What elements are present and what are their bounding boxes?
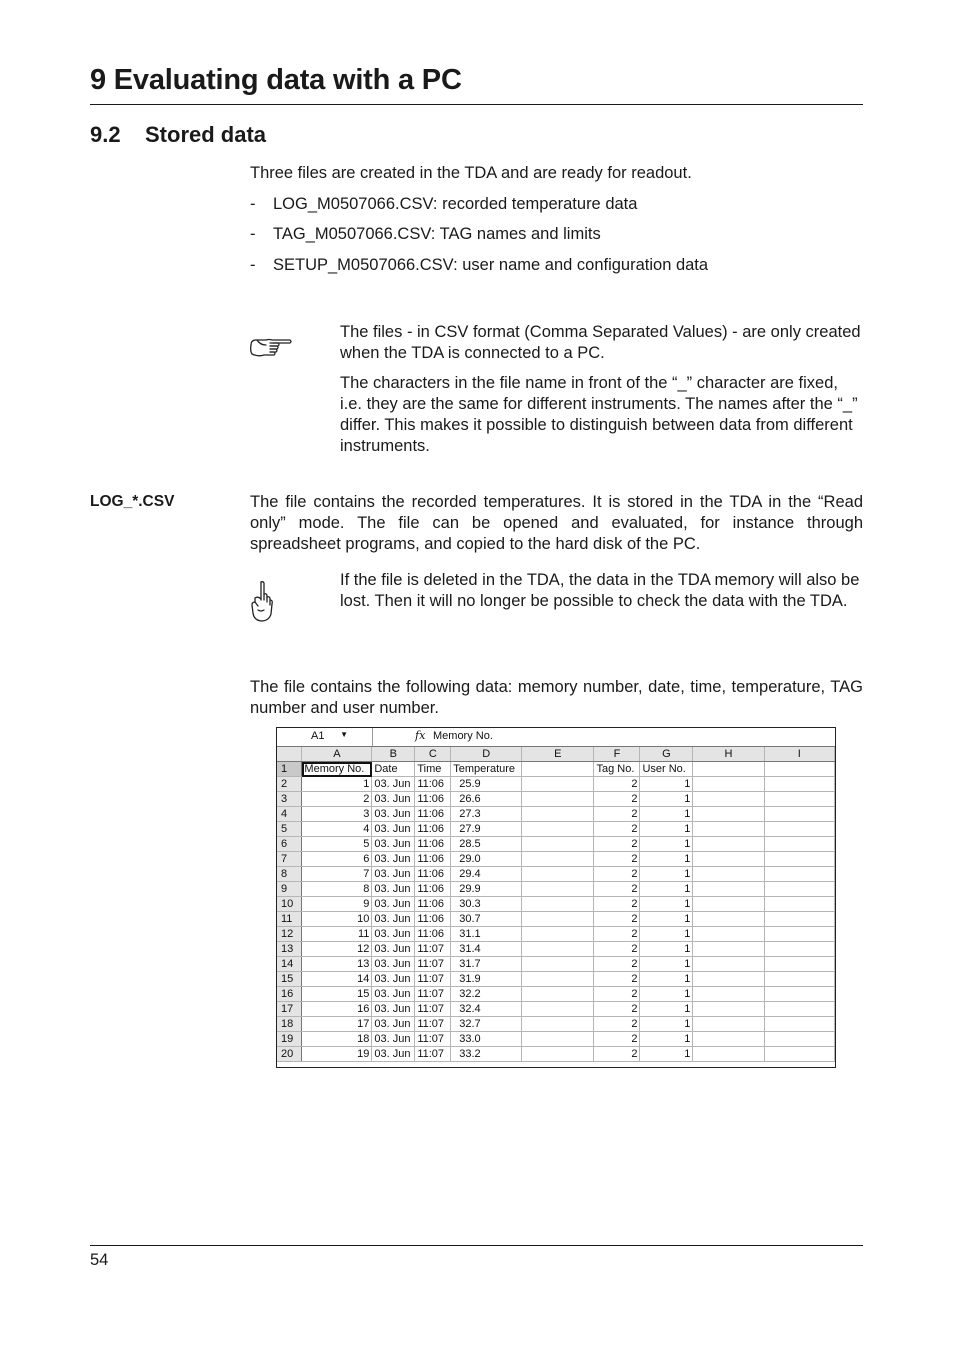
temperature-cell[interactable]: 32.4 [451,1002,522,1017]
empty-cell[interactable] [764,1017,834,1032]
date-cell[interactable]: 03. Jun [372,882,415,897]
empty-cell[interactable] [764,822,834,837]
tag-no-cell[interactable]: 2 [594,942,640,957]
empty-cell[interactable] [693,897,764,912]
formula-input[interactable]: Memory No. [433,730,493,742]
time-cell[interactable]: 11:06 [415,912,451,927]
log-side-label: LOG_*.CSV [90,493,175,510]
empty-cell[interactable] [522,912,594,927]
row-header[interactable]: 8 [277,867,302,882]
temperature-cell[interactable]: 26.6 [451,792,522,807]
empty-cell[interactable] [693,1002,764,1017]
empty-cell[interactable] [522,882,594,897]
table-row [277,942,835,957]
user-no-cell[interactable]: 1 [640,957,693,972]
memory-no-cell[interactable]: 5 [302,837,372,852]
temperature-cell[interactable]: 31.7 [451,957,522,972]
empty-cell[interactable] [764,1002,834,1017]
date-cell[interactable]: 03. Jun [372,1002,415,1017]
empty-cell[interactable] [522,927,594,942]
empty-cell[interactable] [522,897,594,912]
empty-cell[interactable] [693,792,764,807]
header-cell[interactable] [764,762,834,777]
column-header-i[interactable]: I [764,747,834,762]
memory-no-cell[interactable]: 4 [302,822,372,837]
row-header[interactable]: 5 [277,822,302,837]
table-row [277,822,835,837]
user-no-cell[interactable]: 1 [640,972,693,987]
table-row [277,1047,835,1062]
row-header[interactable]: 4 [277,807,302,822]
empty-cell[interactable] [522,972,594,987]
date-cell[interactable]: 03. Jun [372,972,415,987]
memory-no-cell[interactable]: 7 [302,867,372,882]
column-header-h[interactable]: H [693,747,764,762]
column-header-f[interactable]: F [594,747,640,762]
time-cell[interactable]: 11:07 [415,972,451,987]
table-row [277,777,835,792]
table-row [277,852,835,867]
user-no-cell[interactable]: 1 [640,1032,693,1047]
user-no-cell[interactable]: 1 [640,777,693,792]
temperature-cell[interactable]: 31.9 [451,972,522,987]
header-cell[interactable]: Tag No. [594,762,640,777]
empty-cell[interactable] [764,807,834,822]
header-rule [90,104,863,105]
temperature-cell[interactable]: 30.3 [451,897,522,912]
empty-cell[interactable] [522,957,594,972]
user-no-cell[interactable]: 1 [640,792,693,807]
empty-cell[interactable] [764,837,834,852]
header-cell[interactable] [522,762,594,777]
tag-no-cell[interactable]: 2 [594,987,640,1002]
user-no-cell[interactable]: 1 [640,942,693,957]
temperature-cell[interactable]: 27.3 [451,807,522,822]
empty-cell[interactable] [693,987,764,1002]
temperature-cell[interactable]: 31.1 [451,927,522,942]
empty-cell[interactable] [764,927,834,942]
time-cell[interactable]: 11:07 [415,1017,451,1032]
tag-no-cell[interactable]: 2 [594,1032,640,1047]
date-cell[interactable]: 03. Jun [372,957,415,972]
row-header[interactable]: 14 [277,957,302,972]
formula-bar [277,728,835,747]
memory-no-cell[interactable]: 11 [302,927,372,942]
user-no-cell[interactable]: 1 [640,927,693,942]
table-row [277,837,835,852]
header-cell[interactable]: User No. [640,762,693,777]
empty-cell[interactable] [522,1017,594,1032]
user-no-cell[interactable]: 1 [640,897,693,912]
memory-no-cell[interactable]: 18 [302,1032,372,1047]
temperature-cell[interactable]: 29.0 [451,852,522,867]
memory-no-cell[interactable]: 16 [302,1002,372,1017]
table-row [277,912,835,927]
row-header[interactable]: 19 [277,1032,302,1047]
empty-cell[interactable] [693,852,764,867]
function-icon[interactable]: fx [415,729,426,742]
log-description: The file contains the recorded temperatures. It is stored in the TDA in the “Read only” mode. The file can be opened and evaluated, for instance through spreadsheet programs, and copied to the hard disk of the PC. [250,493,863,553]
column-header-c[interactable]: C [415,747,451,762]
user-no-cell[interactable]: 1 [640,867,693,882]
data-description: The file contains the following data: memory number, date, time, temperature, TAG number and user number. [250,678,863,717]
pointing-hand-icon [248,336,294,367]
section-heading [90,122,266,148]
user-no-cell[interactable]: 1 [640,1017,693,1032]
empty-cell[interactable] [693,822,764,837]
date-cell[interactable]: 03. Jun [372,792,415,807]
empty-cell[interactable] [522,1002,594,1017]
table-row [277,1032,835,1047]
time-cell[interactable]: 11:06 [415,792,451,807]
empty-cell[interactable] [522,1032,594,1047]
spreadsheet [276,727,836,1068]
temperature-cell[interactable]: 29.9 [451,882,522,897]
tag-no-cell[interactable]: 2 [594,1002,640,1017]
tag-no-cell[interactable]: 2 [594,822,640,837]
memory-no-cell[interactable]: 12 [302,942,372,957]
time-cell[interactable]: 11:06 [415,927,451,942]
time-cell[interactable]: 11:06 [415,807,451,822]
temperature-cell[interactable]: 31.4 [451,942,522,957]
column-header-d[interactable]: D [451,747,522,762]
empty-cell[interactable] [764,852,834,867]
row-header[interactable]: 7 [277,852,302,867]
table-row [277,1002,835,1017]
time-cell[interactable]: 11:07 [415,987,451,1002]
time-cell[interactable]: 11:07 [415,957,451,972]
table-row [277,972,835,987]
temperature-cell[interactable]: 33.2 [451,1047,522,1062]
memory-no-cell[interactable]: 10 [302,912,372,927]
header-cell[interactable]: Temperature [451,762,522,777]
file-list-item [250,255,708,276]
empty-cell[interactable] [764,972,834,987]
row-header[interactable]: 16 [277,987,302,1002]
user-no-cell[interactable]: 1 [640,1047,693,1062]
empty-cell[interactable] [693,927,764,942]
date-cell[interactable]: 03. Jun [372,807,415,822]
column-header-g[interactable]: G [640,747,693,762]
section-number: 9.2 [90,122,121,147]
user-no-cell[interactable]: 1 [640,882,693,897]
file-list-text: LOG_M0507066.CSV: recorded temperature data [273,195,638,213]
empty-cell[interactable] [764,792,834,807]
file-list-item [250,194,637,215]
empty-cell[interactable] [693,972,764,987]
memory-no-cell[interactable]: 14 [302,972,372,987]
empty-cell[interactable] [764,882,834,897]
empty-cell[interactable] [693,1017,764,1032]
row-header[interactable]: 9 [277,882,302,897]
date-cell[interactable]: 03. Jun [372,912,415,927]
empty-cell[interactable] [693,942,764,957]
tag-no-cell[interactable]: 2 [594,867,640,882]
file-list-item [250,224,601,245]
time-cell[interactable]: 11:07 [415,1047,451,1062]
memory-no-cell[interactable]: 15 [302,987,372,1002]
table-row [277,762,835,777]
time-cell[interactable]: 11:06 [415,822,451,837]
table-row [277,792,835,807]
row-header[interactable]: 2 [277,777,302,792]
table-row [277,957,835,972]
select-all-corner[interactable] [277,747,302,762]
row-header[interactable]: 13 [277,942,302,957]
user-no-cell[interactable]: 1 [640,987,693,1002]
time-cell[interactable]: 11:07 [415,942,451,957]
date-cell[interactable]: 03. Jun [372,942,415,957]
table-row [277,927,835,942]
date-cell[interactable]: 03. Jun [372,987,415,1002]
file-list-text: TAG_M0507066.CSV: TAG names and limits [273,225,601,243]
note-paragraph-2: The characters in the file name in front of the “_” character are fixed, i.e. they are the same for different instruments. The names after the “_” differ. This makes it possible to distinguish between data from different instruments. [340,374,858,455]
intro-text: Three files are created in the TDA and are ready for readout. [250,164,692,182]
cell-grid [277,747,835,1062]
table-row [277,1017,835,1032]
cell-reference: A1 [311,730,325,742]
empty-cell[interactable] [764,912,834,927]
list-dash: - [250,256,256,274]
memory-no-cell[interactable]: 3 [302,807,372,822]
row-header[interactable]: 3 [277,792,302,807]
empty-cell[interactable] [522,777,594,792]
footer-rule [90,1245,863,1246]
temperature-cell[interactable]: 28.5 [451,837,522,852]
row-header[interactable]: 12 [277,927,302,942]
tag-no-cell[interactable]: 2 [594,912,640,927]
chapter-title: 9 Evaluating data with a PC [90,64,462,96]
empty-cell[interactable] [764,777,834,792]
date-cell[interactable]: 03. Jun [372,867,415,882]
empty-cell[interactable] [522,1047,594,1062]
empty-cell[interactable] [522,837,594,852]
table-row [277,897,835,912]
memory-no-cell[interactable]: 8 [302,882,372,897]
tag-no-cell[interactable]: 2 [594,852,640,867]
date-cell[interactable]: 03. Jun [372,822,415,837]
time-cell[interactable]: 11:06 [415,897,451,912]
list-dash: - [250,225,256,243]
row-header[interactable]: 10 [277,897,302,912]
column-header-row [277,747,835,762]
table-row [277,807,835,822]
time-cell[interactable]: 11:06 [415,852,451,867]
time-cell[interactable]: 11:06 [415,882,451,897]
time-cell[interactable]: 11:06 [415,867,451,882]
table-row [277,882,835,897]
temperature-cell[interactable]: 27.9 [451,822,522,837]
empty-cell[interactable] [693,807,764,822]
empty-cell[interactable] [522,852,594,867]
empty-cell[interactable] [693,957,764,972]
empty-cell[interactable] [764,1047,834,1062]
empty-cell[interactable] [522,942,594,957]
column-header-e[interactable]: E [522,747,594,762]
temperature-cell[interactable]: 33.0 [451,1032,522,1047]
table-row [277,867,835,882]
user-no-cell[interactable]: 1 [640,852,693,867]
empty-cell[interactable] [693,912,764,927]
time-cell[interactable]: 11:06 [415,777,451,792]
memory-no-cell[interactable]: 6 [302,852,372,867]
temperature-cell[interactable]: 32.7 [451,1017,522,1032]
empty-cell[interactable] [693,837,764,852]
list-dash: - [250,195,256,213]
user-no-cell[interactable]: 1 [640,837,693,852]
row-header[interactable]: 6 [277,837,302,852]
tag-no-cell[interactable]: 2 [594,1017,640,1032]
row-header[interactable]: 1 [277,762,302,777]
user-no-cell[interactable]: 1 [640,912,693,927]
empty-cell[interactable] [693,777,764,792]
row-header[interactable]: 20 [277,1047,302,1062]
note-paragraph-1: The files - in CSV format (Comma Separated Values) - are only created when the TDA is connected to a PC. [340,323,861,362]
empty-cell[interactable] [764,987,834,1002]
table-row [277,987,835,1002]
date-cell[interactable]: 03. Jun [372,777,415,792]
file-list-text: SETUP_M0507066.CSV: user name and configuration data [273,256,709,274]
row-header[interactable]: 11 [277,912,302,927]
page-number: 54 [90,1251,109,1269]
empty-cell[interactable] [522,822,594,837]
time-cell[interactable]: 11:06 [415,837,451,852]
empty-cell[interactable] [522,987,594,1002]
date-cell[interactable]: 03. Jun [372,1032,415,1047]
row-header[interactable]: 15 [277,972,302,987]
empty-cell[interactable] [522,807,594,822]
header-cell[interactable] [693,762,764,777]
tag-no-cell[interactable]: 2 [594,927,640,942]
tag-no-cell[interactable]: 2 [594,792,640,807]
date-cell[interactable]: 03. Jun [372,852,415,867]
memory-no-cell[interactable]: 19 [302,1047,372,1062]
tag-no-cell[interactable]: 2 [594,882,640,897]
empty-cell[interactable] [522,792,594,807]
empty-cell[interactable] [764,1032,834,1047]
date-cell[interactable]: 03. Jun [372,837,415,852]
time-cell[interactable]: 11:07 [415,1032,451,1047]
user-no-cell[interactable]: 1 [640,1002,693,1017]
empty-cell[interactable] [522,867,594,882]
memory-no-cell[interactable]: 1 [302,777,372,792]
date-cell[interactable]: 03. Jun [372,927,415,942]
date-cell[interactable]: 03. Jun [372,1017,415,1032]
temperature-cell[interactable]: 30.7 [451,912,522,927]
empty-cell[interactable] [693,1032,764,1047]
tag-no-cell[interactable]: 2 [594,1047,640,1062]
row-header[interactable]: 17 [277,1002,302,1017]
user-no-cell[interactable]: 1 [640,807,693,822]
tag-no-cell[interactable]: 2 [594,957,640,972]
memory-no-cell[interactable]: 9 [302,897,372,912]
memory-no-cell[interactable]: 17 [302,1017,372,1032]
temperature-cell[interactable]: 29.4 [451,867,522,882]
temperature-cell[interactable]: 25.9 [451,777,522,792]
date-cell[interactable]: 03. Jun [372,897,415,912]
column-header-b[interactable]: B [372,747,415,762]
user-no-cell[interactable]: 1 [640,822,693,837]
empty-cell[interactable] [764,957,834,972]
empty-cell[interactable] [764,942,834,957]
tag-no-cell[interactable]: 2 [594,837,640,852]
warning-text: If the file is deleted in the TDA, the data in the TDA memory will also be lost. Then it will no longer be possible to check the data with the TDA. [340,571,860,610]
tag-no-cell[interactable]: 2 [594,807,640,822]
empty-cell[interactable] [764,867,834,882]
empty-cell[interactable] [693,867,764,882]
empty-cell[interactable] [693,882,764,897]
row-header[interactable]: 18 [277,1017,302,1032]
empty-cell[interactable] [693,1047,764,1062]
header-cell[interactable]: Time [415,762,451,777]
name-box[interactable] [277,728,373,746]
time-cell[interactable]: 11:07 [415,1002,451,1017]
header-cell[interactable]: Memory No. [302,762,372,777]
memory-no-cell[interactable]: 13 [302,957,372,972]
tag-no-cell[interactable]: 2 [594,897,640,912]
memory-no-cell[interactable]: 2 [302,792,372,807]
chevron-down-icon[interactable]: ▼ [340,730,348,739]
section-title: Stored data [145,122,267,147]
temperature-cell[interactable]: 32.2 [451,987,522,1002]
date-cell[interactable]: 03. Jun [372,1047,415,1062]
raised-finger-hand-icon [250,580,274,629]
empty-cell[interactable] [764,897,834,912]
tag-no-cell[interactable]: 2 [594,777,640,792]
tag-no-cell[interactable]: 2 [594,972,640,987]
header-cell[interactable]: Date [372,762,415,777]
column-header-a[interactable]: A [302,747,372,762]
